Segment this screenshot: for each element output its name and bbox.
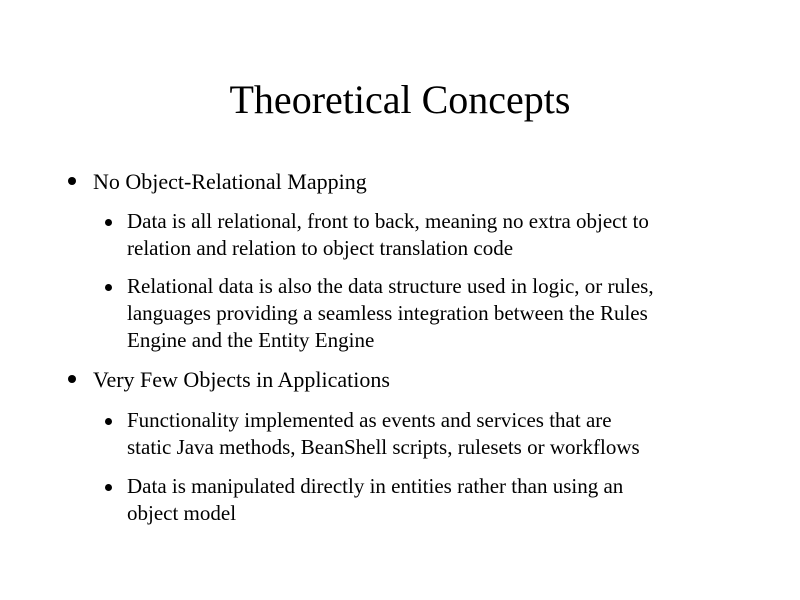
sub-bullet-line: relation and relation to object translation code	[127, 236, 514, 260]
sub-bullet-line: static Java methods, BeanShell scripts, rulesets or workflows	[127, 435, 640, 459]
sub-bullet-line: Engine and the Entity Engine	[127, 328, 375, 352]
slide-title: Theoretical Concepts	[229, 77, 571, 122]
sub-bullet-line: Data is manipulated directly in entities rather than using an	[127, 474, 624, 498]
sub-bullet-line: Relational data is also the data structure used in logic, or rules,	[127, 274, 654, 298]
sub-bullet-line: Data is all relational, front to back, meaning no extra object to	[127, 209, 649, 233]
sub-bullet-dot	[105, 284, 112, 291]
sub-bullet-line: languages providing a seamless integration between the Rules	[127, 301, 648, 325]
sub-bullet-dot	[105, 219, 112, 226]
bullet-dot	[68, 375, 76, 383]
sub-bullet-line: Functionality implemented as events and services that are	[127, 408, 612, 432]
sub-bullet-line: object model	[127, 501, 237, 525]
sub-bullet-dot	[105, 418, 112, 425]
bullet-text: Very Few Objects in Applications	[93, 367, 390, 392]
bullet-dot	[68, 177, 76, 185]
sub-bullet-dot	[105, 484, 112, 491]
bullet-text: No Object-Relational Mapping	[93, 169, 367, 194]
